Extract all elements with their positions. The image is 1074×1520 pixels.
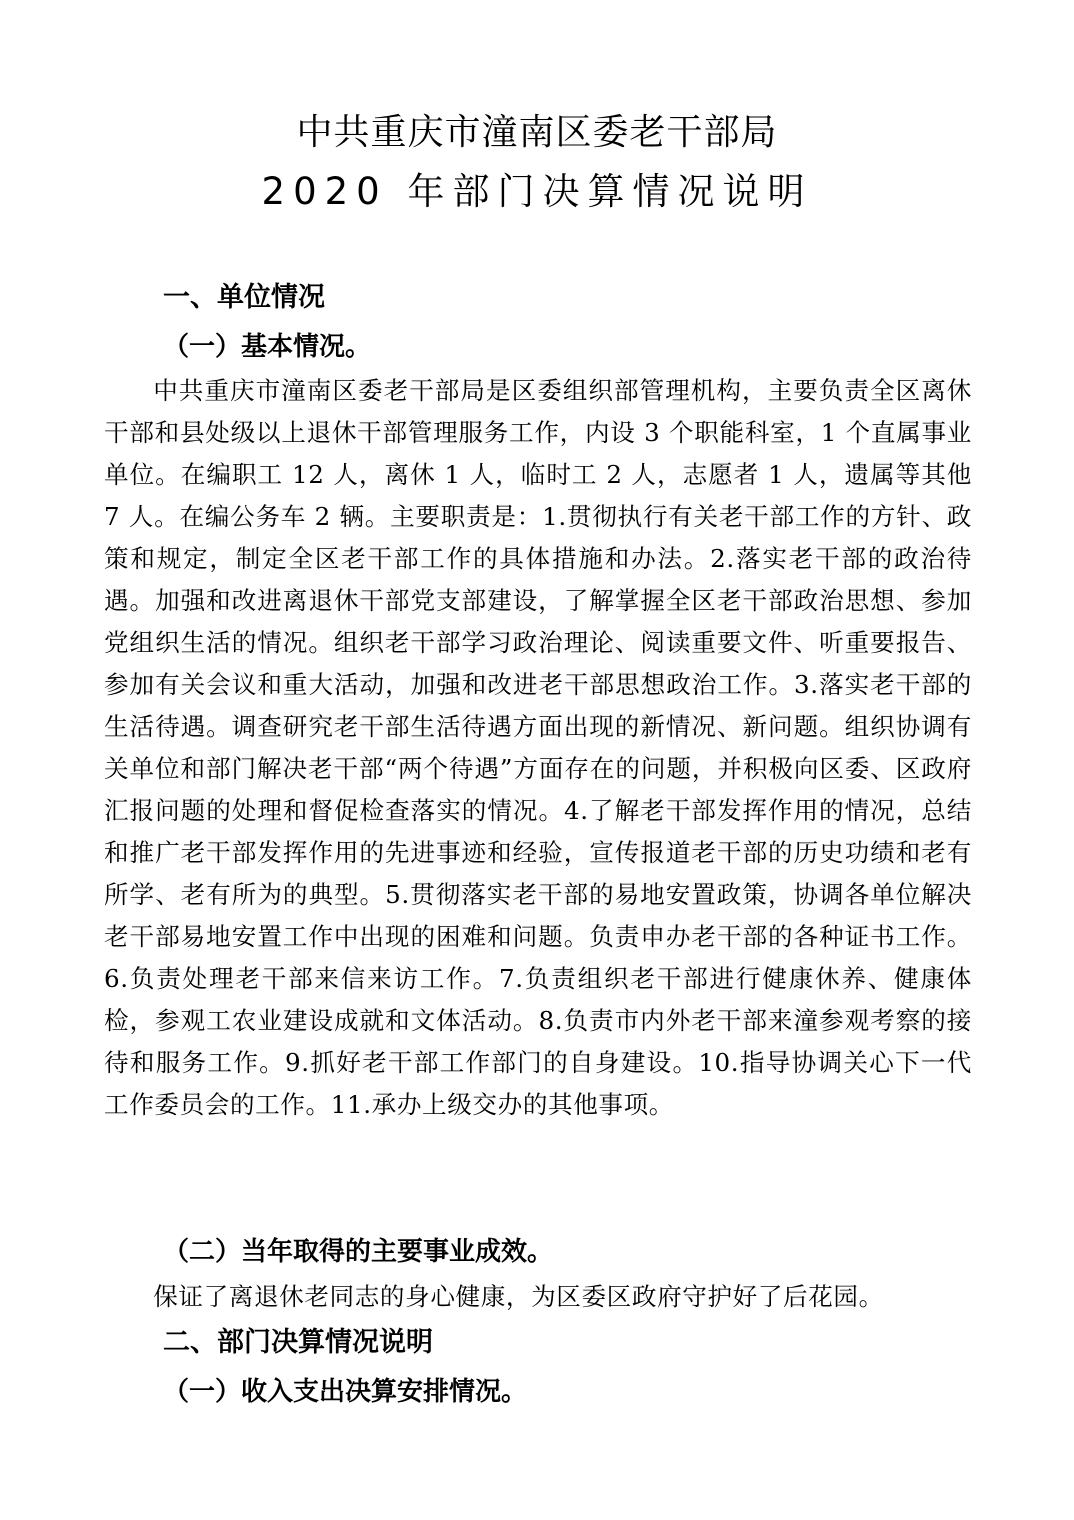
- document-title-org: 中共重庆市潼南区委老干部局: [296, 112, 778, 153]
- section-1-2-heading: （二）当年取得的主要事业成效。: [163, 1237, 554, 1267]
- section-1-1-body: 中共重庆市潼南区委老干部局是区委组织部管理机构，主要负责全区离休干部和县处级以上退休干部管理服务工作，内设 3 个职能科室，1 个直属事业单位。在编职工 12 人，离休 1 人，临时工 2 人，志愿者 1 人，遗属等其他 7 人。在编公务车 2 辆。主要职责是：1.贯彻执行有关老干部工作的方针、政策和规定，制定全区老干部工作的具体措施和办法。2.落实老干部的政治待遇。加强和改进离退休干部党支部建设，了解掌握全区老干部政治思想、参加党组织生活的情况。组织老干部学习政治理论、阅读重要文件、听重要报告、参加有关会议和重大活动，加强和改进老干部思想政治工作。3.落实老干部的生活待遇。调查研究老干部生活待遇方面出现的新情况、新问题。组织协调有关单位和部门解决老干部“两个待遇”方面存在的问题，并积极向区委、区政府汇报问题的处理和督促检查落实的情况。4.了解老干部发挥作用的情况，总结和推广老干部发挥作用的先进事迹和经验，宣传报道老干部的历史功绩和老有所学、老有所为的典型。5.贯彻落实老干部的易地安置政策，协调各单位解决老干部易地安置工作中出现的困难和问题。负责申办老干部的各种证书工作。6.负责处理老干部来信来访工作。7.负责组织老干部进行健康休养、健康体检，参观工农业建设成就和文体活动。8.负责市内外老干部来潼参观考察的接待和服务工作。9.抓好老干部工作部门的自身建设。10.指导协调关心下一代工作委员会的工作。11.承办上级交办的其他事项。: [104, 376, 972, 1119]
- section-1-2-body: 保证了离退休老同志的身心健康，为区委区政府守护好了后花园。: [153, 1282, 884, 1311]
- section-2-1-heading: （一）收入支出决算安排情况。: [163, 1377, 528, 1407]
- section-1-1-heading: （一）基本情况。: [163, 332, 372, 362]
- section-2-heading: 二、部门决算情况说明: [163, 1327, 433, 1358]
- section-1-heading: 一、单位情况: [163, 282, 325, 313]
- document-title-report: 2020 年部门决算情况说明: [261, 170, 813, 213]
